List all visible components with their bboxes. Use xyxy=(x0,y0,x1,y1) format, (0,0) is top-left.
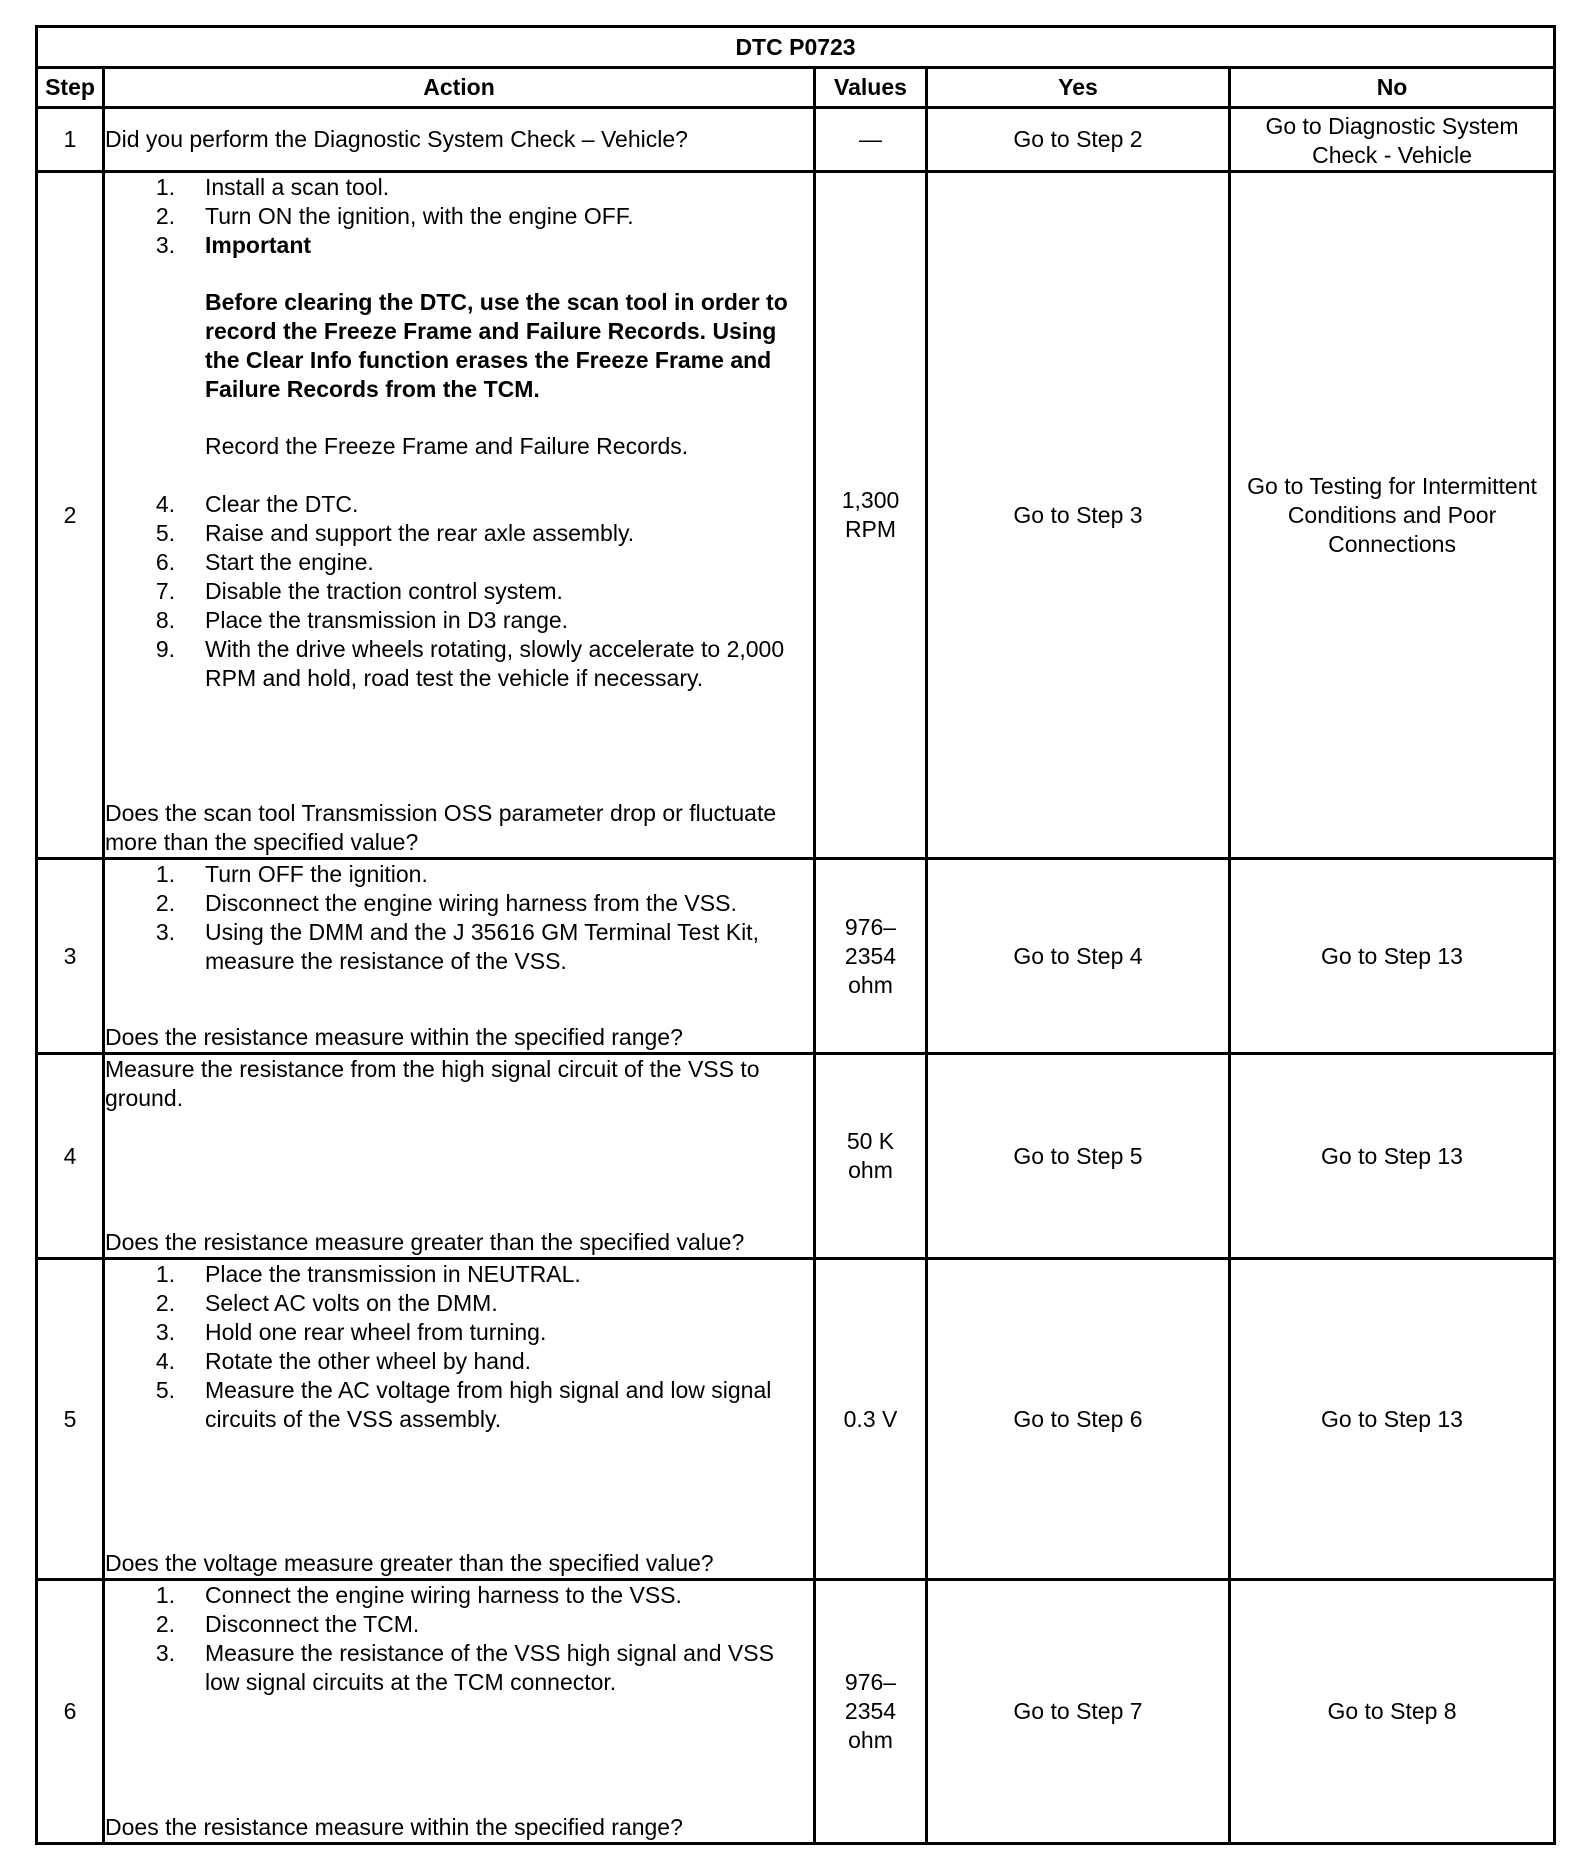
header-step: Step xyxy=(37,68,104,108)
action-steps xyxy=(105,860,813,976)
list-item: 6. Start the engine. xyxy=(155,549,374,575)
action-instruction: Measure the resistance from the high signal circuit of the VSS to ground. xyxy=(105,1056,760,1111)
action-steps xyxy=(105,1581,813,1697)
important-note: Before clearing the DTC, use the scan tool in order to record the Freeze Frame and Failure Records. Using the Clear Info function erases the Freeze Frame and Failure Records from the TCM. xyxy=(205,289,788,402)
list-item: 1. Turn OFF the ignition. xyxy=(155,861,428,887)
value-cell: 976– 2354 ohm xyxy=(815,859,927,1054)
action-cell xyxy=(104,1259,815,1580)
step-number: 3 xyxy=(37,859,104,1054)
list-item: 5. Raise and support the rear axle assembly. xyxy=(155,520,635,546)
action-steps xyxy=(105,1260,813,1434)
important-label: Important xyxy=(205,232,312,258)
table-row xyxy=(37,172,1555,859)
list-item: 4. Clear the DTC. xyxy=(155,491,359,517)
value-cell: — xyxy=(815,108,927,172)
header-row xyxy=(37,68,1555,108)
list-item: 5. Measure the AC voltage from high signal and low signal circuits of the VSS assembly. xyxy=(155,1377,772,1432)
header-no: No xyxy=(1230,68,1555,108)
table-row xyxy=(37,1259,1555,1580)
action-cell xyxy=(104,108,815,172)
list-item: 2. Turn ON the ignition, with the engine OFF. xyxy=(155,203,634,229)
action-question: Does the voltage measure greater than the specified value? xyxy=(105,1550,714,1576)
list-item: 9. With the drive wheels rotating, slowly accelerate to 2,000 RPM and hold, road test the vehicle if necessary. xyxy=(155,636,785,691)
table-row xyxy=(37,859,1555,1054)
important-action: Record the Freeze Frame and Failure Records. xyxy=(205,433,689,459)
action-question: Does the resistance measure within the specified range? xyxy=(105,1814,683,1840)
value-cell: 1,300 RPM xyxy=(815,172,927,859)
list-item: 1. Install a scan tool. xyxy=(155,174,390,200)
yes-cell: Go to Step 3 xyxy=(927,172,1230,859)
step-number: 2 xyxy=(37,172,104,859)
list-item: 2. Disconnect the TCM. xyxy=(155,1611,420,1637)
action-steps xyxy=(105,173,813,693)
header-yes: Yes xyxy=(927,68,1230,108)
no-cell: Go to Step 13 xyxy=(1230,1259,1555,1580)
value-cell: 976– 2354 ohm xyxy=(815,1580,927,1844)
list-item: 3. Important Before clearing the DTC, use the scan tool in order to record the Freeze Frame and Failure Records. Using the Clear Info function erases the Freeze Frame and Failure Records from the TCM. Record the Freeze Frame and Failure Records. xyxy=(105,231,813,490)
table-title: DTC P0723 xyxy=(37,27,1555,68)
list-item: 7. Disable the traction control system. xyxy=(155,578,563,604)
action-cell xyxy=(104,859,815,1054)
step-number: 1 xyxy=(37,108,104,172)
action-cell xyxy=(104,1580,815,1844)
yes-cell: Go to Step 4 xyxy=(927,859,1230,1054)
no-cell: Go to Step 13 xyxy=(1230,859,1555,1054)
table-row xyxy=(37,1580,1555,1844)
step-number: 6 xyxy=(37,1580,104,1844)
list-item: 2. Select AC volts on the DMM. xyxy=(155,1290,498,1316)
yes-cell: Go to Step 2 xyxy=(927,108,1230,172)
value-cell: 50 K ohm xyxy=(815,1054,927,1259)
diagnostic-table xyxy=(35,25,1556,1845)
value-cell: 0.3 V xyxy=(815,1259,927,1580)
table-row xyxy=(37,108,1555,172)
list-item: 4. Rotate the other wheel by hand. xyxy=(155,1348,532,1374)
header-values: Values xyxy=(815,68,927,108)
list-item: 2. Disconnect the engine wiring harness from the VSS. xyxy=(155,890,737,916)
no-cell: Go to Step 13 xyxy=(1230,1054,1555,1259)
no-cell: Go to Step 8 xyxy=(1230,1580,1555,1844)
action-cell xyxy=(104,1054,815,1259)
action-question: Did you perform the Diagnostic System Check – Vehicle? xyxy=(105,126,688,152)
action-question: Does the scan tool Transmission OSS parameter drop or fluctuate more than the specified value? xyxy=(105,800,777,855)
no-cell: Go to Diagnostic System Check - Vehicle xyxy=(1230,108,1555,172)
action-question: Does the resistance measure greater than the specified value? xyxy=(105,1229,745,1255)
action-question: Does the resistance measure within the specified range? xyxy=(105,1024,683,1050)
step-number: 5 xyxy=(37,1259,104,1580)
list-item: 8. Place the transmission in D3 range. xyxy=(155,607,569,633)
yes-cell: Go to Step 5 xyxy=(927,1054,1230,1259)
yes-cell: Go to Step 6 xyxy=(927,1259,1230,1580)
list-item: 3. Hold one rear wheel from turning. xyxy=(155,1319,547,1345)
no-cell: Go to Testing for Intermittent Conditions and Poor Connections xyxy=(1230,172,1555,859)
yes-cell: Go to Step 7 xyxy=(927,1580,1230,1844)
action-cell xyxy=(104,172,815,859)
list-item: 3. Measure the resistance of the VSS high signal and VSS low signal circuits at the TCM connector. xyxy=(155,1640,774,1695)
table-row xyxy=(37,1054,1555,1259)
step-number: 4 xyxy=(37,1054,104,1259)
header-action: Action xyxy=(104,68,815,108)
list-item: 1. Place the transmission in NEUTRAL. xyxy=(155,1261,581,1287)
list-item: 3. Using the DMM and the J 35616 GM Terminal Test Kit, measure the resistance of the VSS. xyxy=(155,919,759,974)
list-item: 1. Connect the engine wiring harness to the VSS. xyxy=(155,1582,682,1608)
